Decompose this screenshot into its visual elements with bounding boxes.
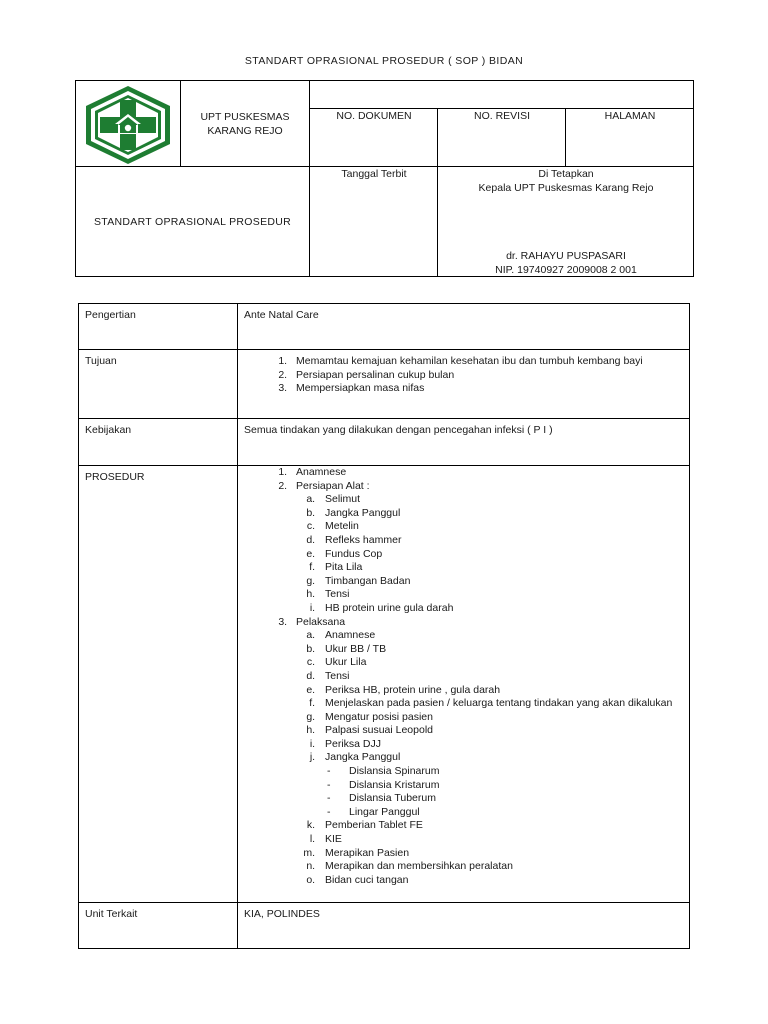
list-item: k. Pemberian Tablet FE bbox=[318, 819, 683, 833]
list-item: d. Refleks hammer bbox=[318, 534, 683, 548]
unit-terkait-label: Unit Terkait bbox=[79, 903, 238, 949]
list-item: e. Periksa HB, protein urine , gula darah bbox=[318, 684, 683, 698]
signer-name: dr. RAHAYU PUSPASARI bbox=[506, 250, 626, 262]
ditetapkan-block bbox=[438, 167, 694, 195]
ditetapkan-label: Di Tetapkan bbox=[538, 168, 594, 180]
table-row bbox=[79, 419, 690, 466]
no-revisi-label: NO. REVISI bbox=[473, 110, 530, 122]
list-item: - Dislansia Tuberum bbox=[349, 792, 683, 806]
sop-content-table bbox=[78, 303, 690, 949]
alat-list bbox=[296, 493, 683, 615]
table-row bbox=[79, 304, 690, 350]
list-item: c. Ukur Lila bbox=[318, 656, 683, 670]
document-title: STANDART OPRASIONAL PROSEDUR ( SOP ) BIDAN bbox=[244, 55, 524, 67]
list-item: h. Tensi bbox=[318, 588, 683, 602]
puskesmas-logo-icon bbox=[82, 84, 174, 166]
list-item: o. Bidan cuci tangan bbox=[318, 874, 683, 888]
list-item: l. KIE bbox=[318, 833, 683, 847]
signer-nip: NIP. 19740927 2009008 2 001 bbox=[495, 264, 637, 276]
list-item: - Lingar Panggul bbox=[349, 806, 683, 820]
list-item: 3. Pelaksana a. Anamnese b. Ukur BB / TB c. Ukur Lila d. Tensi e. Periksa HB, protein urine , gula darah f. Menjelaskan pada pasien / keluarga tentang tindakan yang akan dikalukan g. Mengatur posisi pasien h. Palpasi susuai Leopold i. Periksa DJJ j. Jangka Panggul - Dislansia Spinarum - Dislansia Kristarum - Dislansia Tuberum - Lingar Panggul k. Pemberian Tablet FE l. KIE m. Merapikan Pasien n. Merapikan dan membersihkan peralatan o. Bidan cuci tangan bbox=[290, 616, 683, 888]
list-item: b. Ukur BB / TB bbox=[318, 643, 683, 657]
list-item: g. Mengatur posisi pasien bbox=[318, 711, 683, 725]
list-item: j. Jangka Panggul - Dislansia Spinarum - Dislansia Kristarum - Dislansia Tuberum - Lingar Panggul bbox=[318, 751, 683, 819]
list-item: h. Palpasi susuai Leopold bbox=[318, 724, 683, 738]
kebijakan-value: Semua tindakan yang dilakukan dengan pencegahan infeksi ( P I ) bbox=[238, 419, 690, 466]
list-item: 1. Memamtau kemajuan kehamilan kesehatan ibu dan tumbuh kembang bayi bbox=[290, 355, 683, 369]
tujuan-value bbox=[238, 350, 690, 419]
list-item: - Dislansia Spinarum bbox=[349, 765, 683, 779]
prosedur-list bbox=[244, 466, 683, 887]
list-item: 3. Mempersiapkan masa nifas bbox=[290, 382, 683, 396]
kepala-label: Kepala UPT Puskesmas Karang Rejo bbox=[478, 182, 654, 194]
list-item: a. Anamnese bbox=[318, 629, 683, 643]
signer-block bbox=[438, 249, 694, 277]
pengertian-label: Pengertian bbox=[79, 304, 238, 350]
no-dokumen-label: NO. DOKUMEN bbox=[336, 110, 412, 122]
list-item: 2. Persiapan Alat : a. Selimut b. Jangka Panggul c. Metelin d. Refleks hammer e. Fundus Cop f. Pita Lila g. Timbangan Badan h. Tensi i. HB protein urine gula darah bbox=[290, 480, 683, 616]
list-item: i. HB protein urine gula darah bbox=[318, 602, 683, 616]
list-item: f. Menjelaskan pada pasien / keluarga tentang tindakan yang akan dikalukan bbox=[318, 697, 683, 711]
jangka-panggul-sublist bbox=[325, 765, 683, 819]
list-item: m. Merapikan Pasien bbox=[318, 847, 683, 861]
org-name: UPT PUSKESMAS KARANG REJO bbox=[200, 111, 290, 137]
list-item: - Dislansia Kristarum bbox=[349, 779, 683, 793]
tujuan-label: Tujuan bbox=[79, 350, 238, 419]
list-item: a. Selimut bbox=[318, 493, 683, 507]
kebijakan-label: Kebijakan bbox=[79, 419, 238, 466]
tujuan-list bbox=[244, 355, 683, 396]
unit-terkait-value: KIA, POLINDES bbox=[238, 903, 690, 949]
list-item: 1. Anamnese bbox=[290, 466, 683, 480]
list-item: c. Metelin bbox=[318, 520, 683, 534]
halaman-label: HALAMAN bbox=[604, 110, 656, 122]
pengertian-value: Ante Natal Care bbox=[238, 304, 690, 350]
list-item: 2. Persiapan persalinan cukup bulan bbox=[290, 369, 683, 383]
sop-label: STANDART OPRASIONAL PROSEDUR bbox=[93, 216, 292, 228]
table-row bbox=[79, 903, 690, 949]
prosedur-value bbox=[238, 466, 690, 903]
pelaksana-list bbox=[296, 629, 683, 887]
list-item: i. Periksa DJJ bbox=[318, 738, 683, 752]
list-item: b. Jangka Panggul bbox=[318, 507, 683, 521]
table-row bbox=[79, 466, 690, 903]
prosedur-label: PROSEDUR bbox=[79, 466, 238, 903]
list-item: d. Tensi bbox=[318, 670, 683, 684]
list-item: e. Fundus Cop bbox=[318, 548, 683, 562]
list-item: g. Timbangan Badan bbox=[318, 575, 683, 589]
list-item: f. Pita Lila bbox=[318, 561, 683, 575]
list-item: n. Merapikan dan membersihkan peralatan bbox=[318, 860, 683, 874]
tanggal-terbit-label: Tanggal Terbit bbox=[341, 168, 407, 180]
table-row bbox=[79, 350, 690, 419]
